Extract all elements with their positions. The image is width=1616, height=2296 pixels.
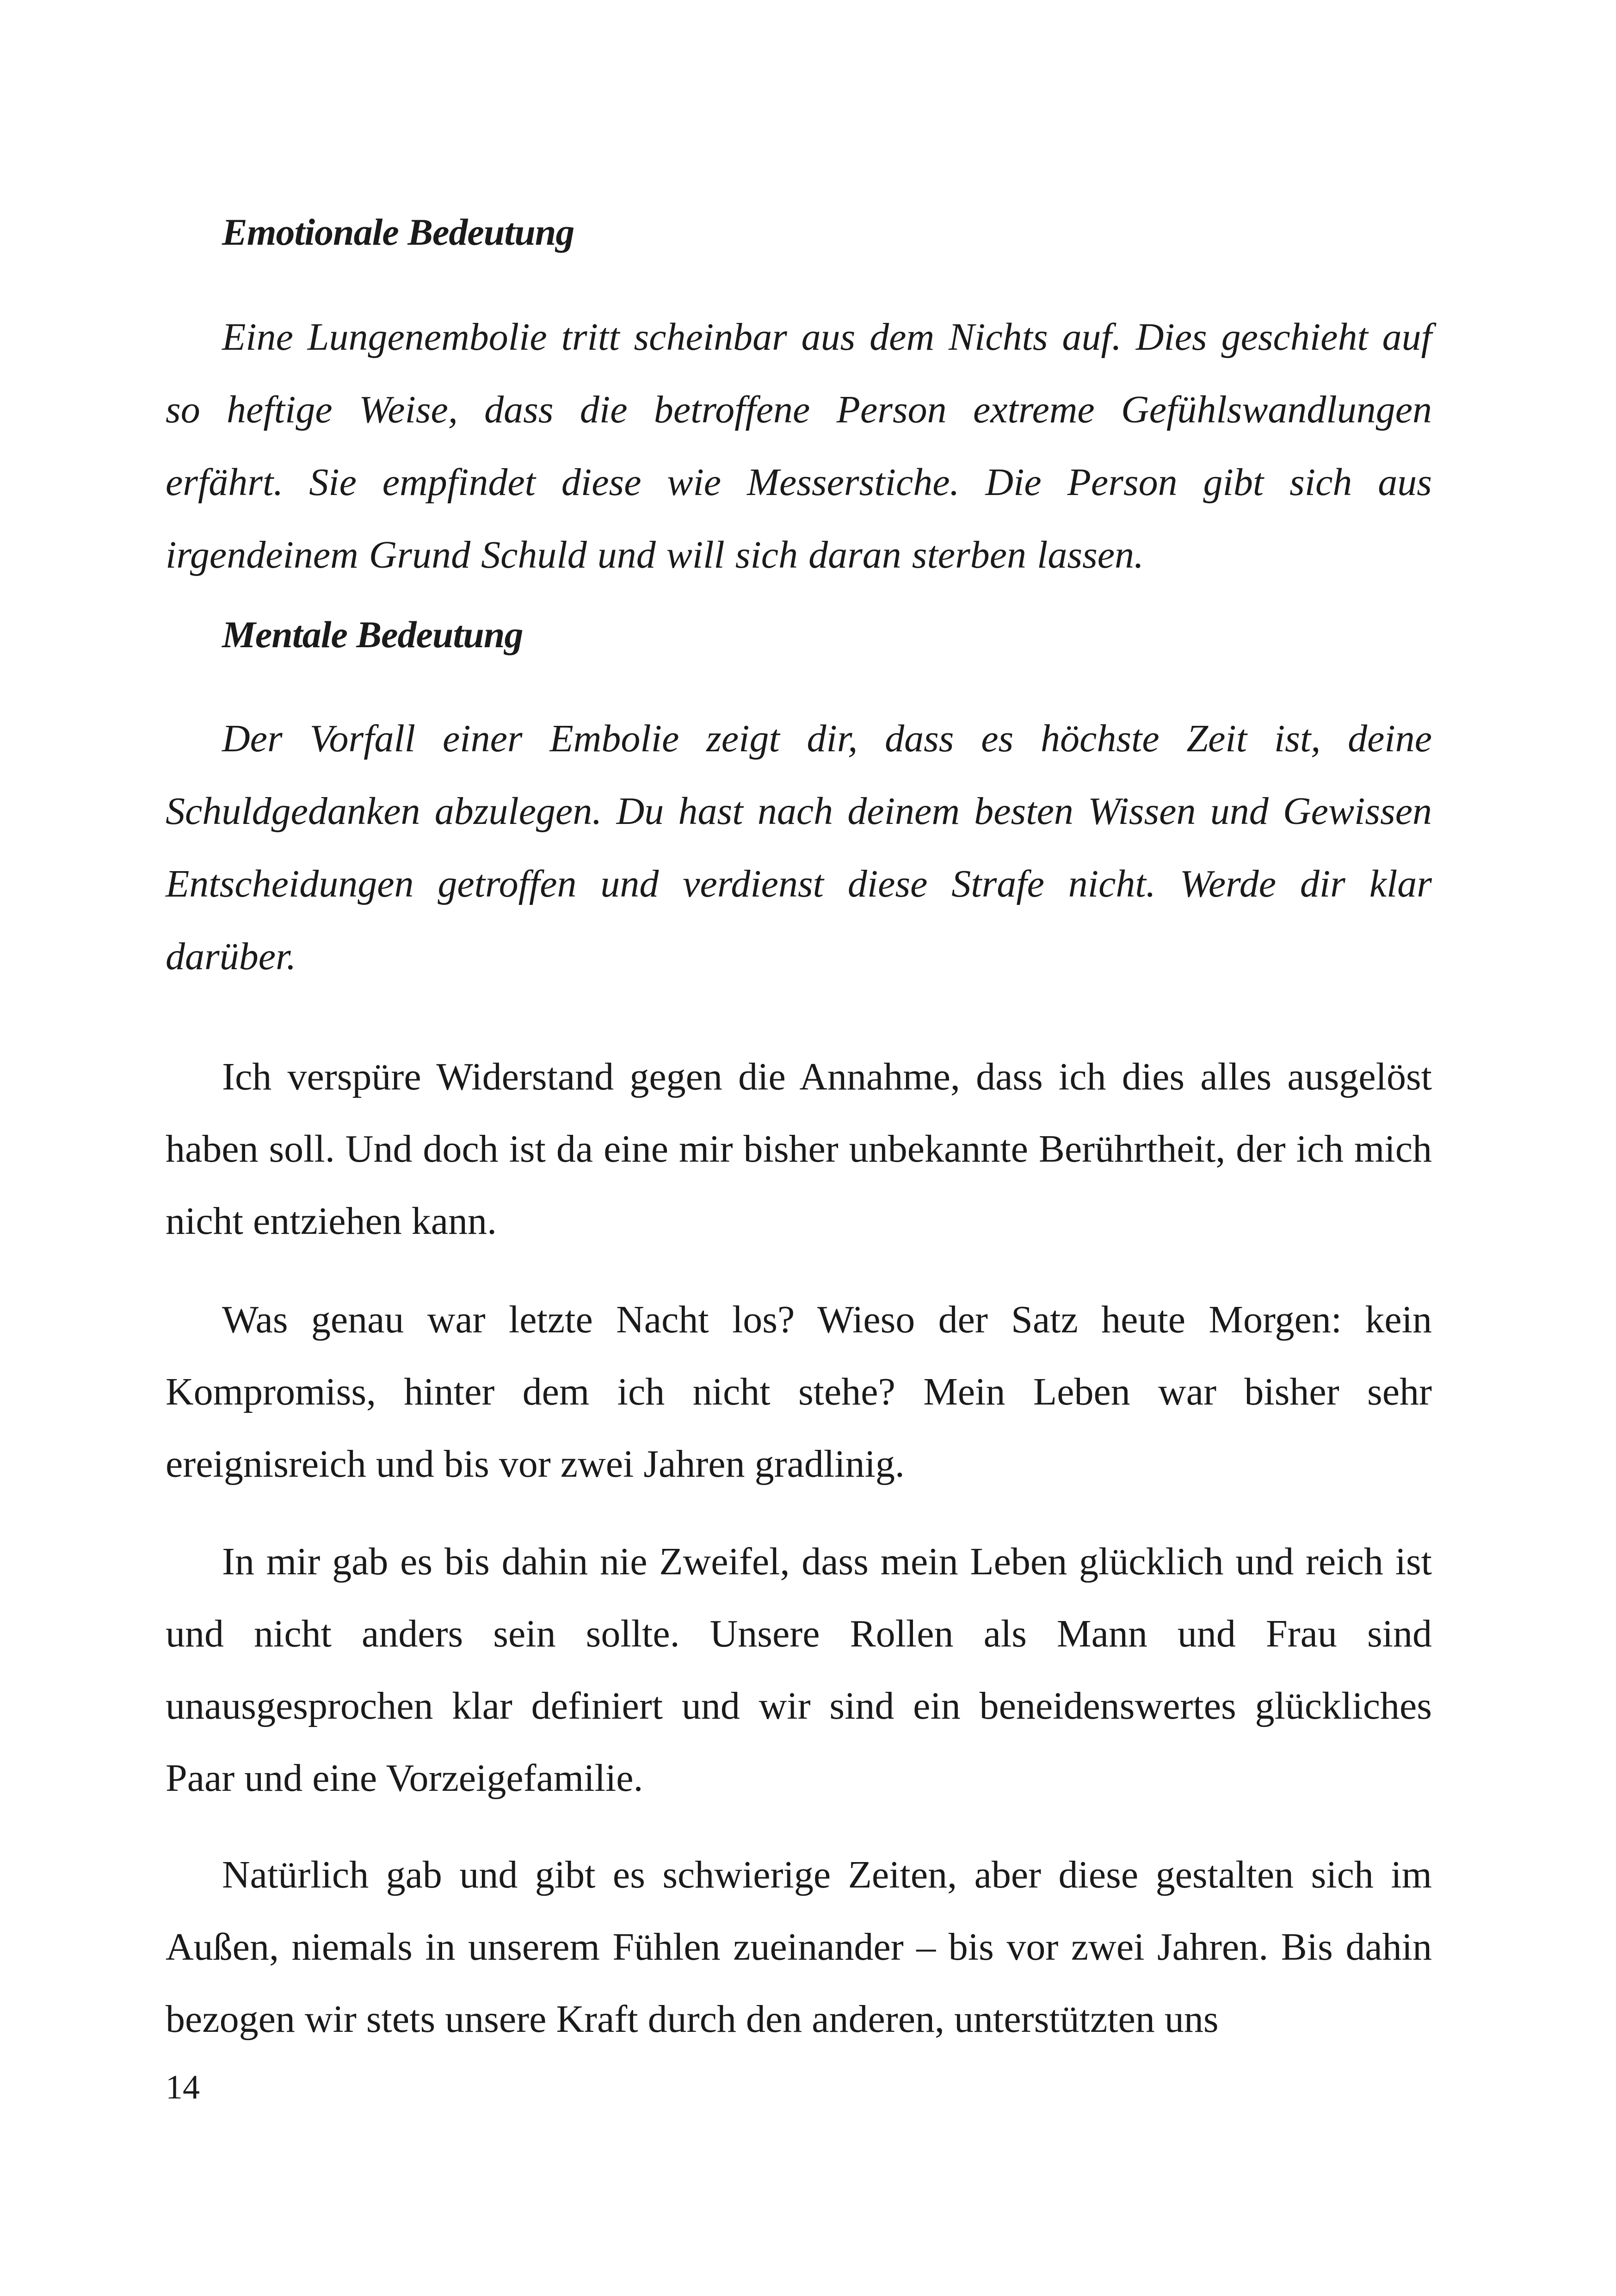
body-paragraph: Ich verspüre Widerstand gegen die Annahme, dass ich dies alles ausgelöst haben soll. Und doch ist da eine mir bisher unbekannte Berührtheit, der ich mich nicht entziehen kann. [166,1055,1432,1243]
section-heading-emotional: Emotionale Bedeutung [222,211,574,253]
body-paragraph: Was genau war letzte Nacht los? Wieso der Satz heute Morgen: kein Kompromiss, hinter dem ich nicht stehe? Mein Leben war bisher sehr ereignisreich und bis vor zwei Jahren gradlinig. [166,1298,1432,1485]
body-paragraph: In mir gab es bis dahin nie Zweifel, dass mein Leben glücklich und reich ist und nicht anders sein sollte. Unsere Rollen als Mann und Frau sind unausgesprochen klar definiert und wir sind ein beneidenswertes glückliches Paar und eine Vorzeigefamilie. [166,1540,1432,1800]
page-number: 14 [166,2068,200,2106]
section-text-mental: Der Vorfall einer Embolie zeigt dir, dass es höchste Zeit ist, deine Schuldgedanken abzulegen. Du hast nach deinem besten Wissen und Gewissen Entscheidungen getroffen und verdienst diese Strafe nicht. Werde dir klar darüber. [166,717,1432,978]
section-text-emotional: Eine Lungenembolie tritt scheinbar aus dem Nichts auf. Dies geschieht auf so heftige Weise, dass die betroffene Person extreme Gefühlswandlungen erfährt. Sie empfindet diese wie Messerstiche. Die Person gibt sich aus irgendeinem Grund Schuld und will sich daran sterben lassen. [166,316,1432,576]
section-heading-mental: Mentale Bedeutung [222,613,523,656]
body-paragraph: Natürlich gab und gibt es schwierige Zeiten, aber diese gestalten sich im Außen, niemals in unserem Fühlen zueinander – bis vor zwei Jahren. Bis dahin bezogen wir stets unsere Kraft durch den anderen, unterstützten uns [166,1853,1432,2041]
